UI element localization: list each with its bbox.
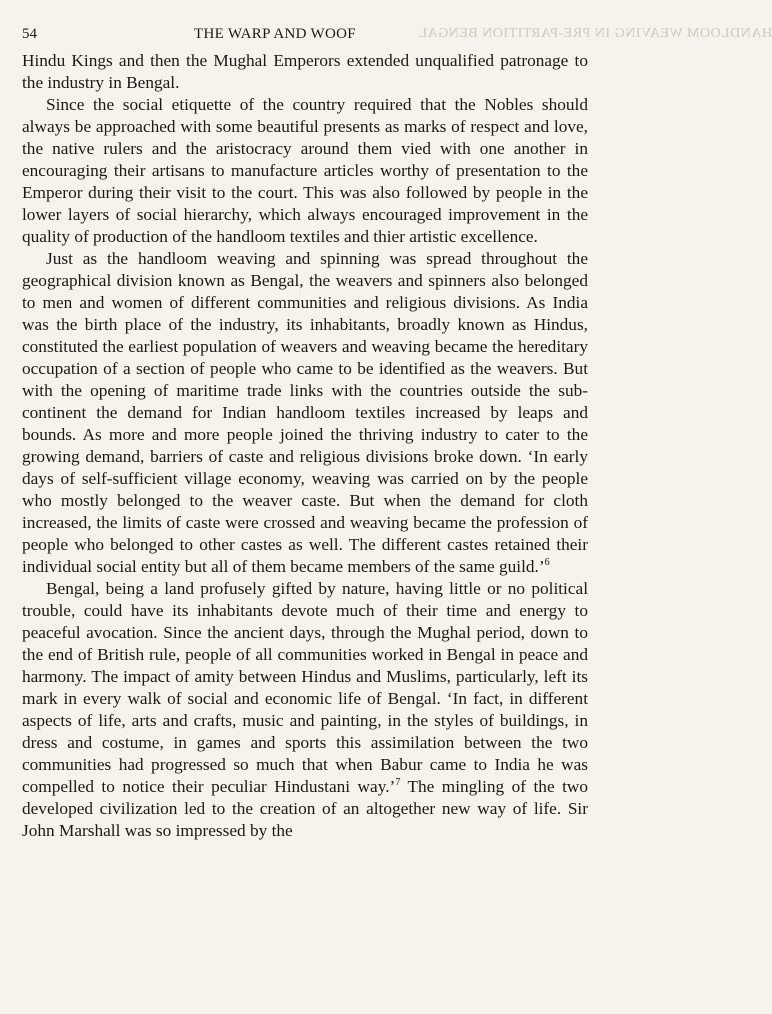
paragraph-1 xyxy=(22,50,588,94)
paragraph-2 xyxy=(22,94,588,248)
paragraph-text: Hindu Kings and then the Mughal Emperors extended unqualified patronage to the industry in Bengal. xyxy=(22,51,588,92)
paragraph-text: Bengal, being a land profusely gifted by nature, having little or no political trouble, could have its inhabitants devote much of their time and energy to peaceful avocation. Since the ancient days, through the Mughal period, down to the end of British rule, people of all communities worked in Bengal in peace and harmony. The impact of amity between Hindus and Muslims, particularly, left its mark in every walk of social and economic life of Bengal. ‘In fact, in different aspects of life, arts and crafts, music and painting, in the styles of buildings, in dress and costume, in games and sports this assimilation between the two communities had progressed so much that when Babur came to India he was compelled to notice their peculiar Hindustani way.’ xyxy=(22,579,588,796)
footnote-ref-7: 7 xyxy=(395,777,401,789)
bleed-through-text: HANDLOOM WEAVING IN PRE-PARTITION BENGAL xyxy=(418,26,772,41)
paragraph-text: Just as the handloom weaving and spinning was spread throughout the geographical division known as Bengal, the weavers and spinners also belonged to men and women of different communities and religious divisions. As India was the birth place of the industry, its inhabitants, broadly known as Hindus, constituted the earliest population of weavers and weaving became the hereditary occupation of a section of people who came to be identified as the weavers. But with the opening of maritime trade links with the countries outside the sub-continent the demand for Indian handloom textiles increased by leaps and bounds. As more and more people joined the thriving industry to cater to the growing demand, barriers of caste and religious divisions broke down. ‘In early days of self-sufficient village economy, weaving was carried on by the people who mostly belonged to the weaver caste. But when the demand for cloth increased, the limits of caste were crossed and weaving became the profession of people who belonged to other castes as well. The different castes retained their individual social entity but all of them became members of the same guild.’ xyxy=(22,249,588,576)
paragraph-text: Since the social etiquette of the country required that the Nobles should always be approached with some beautiful presents as marks of respect and love, the native rulers and the aristocracy around them vied with one another in encouraging their artisans to manufacture articles worthy of presentation to the Emperor during their visit to the court. This was also followed by people in the lower layers of social hierarchy, which always encouraged improvement in the quality of production of the handloom textiles and thier artistic excellence. xyxy=(22,95,588,246)
body-text xyxy=(22,50,588,842)
paragraph-3 xyxy=(22,248,588,578)
running-title: THE WARP AND WOOF xyxy=(194,26,356,42)
footnote-ref-6: 6 xyxy=(544,557,550,569)
paragraph-text-tail: The mingling of the two developed civilization led to the creation of an altogether new way of life. Sir John Marshall was so impressed by the xyxy=(22,777,589,840)
page-number: 54 xyxy=(22,26,37,42)
page-header xyxy=(22,26,772,48)
paragraph-4 xyxy=(22,578,588,842)
